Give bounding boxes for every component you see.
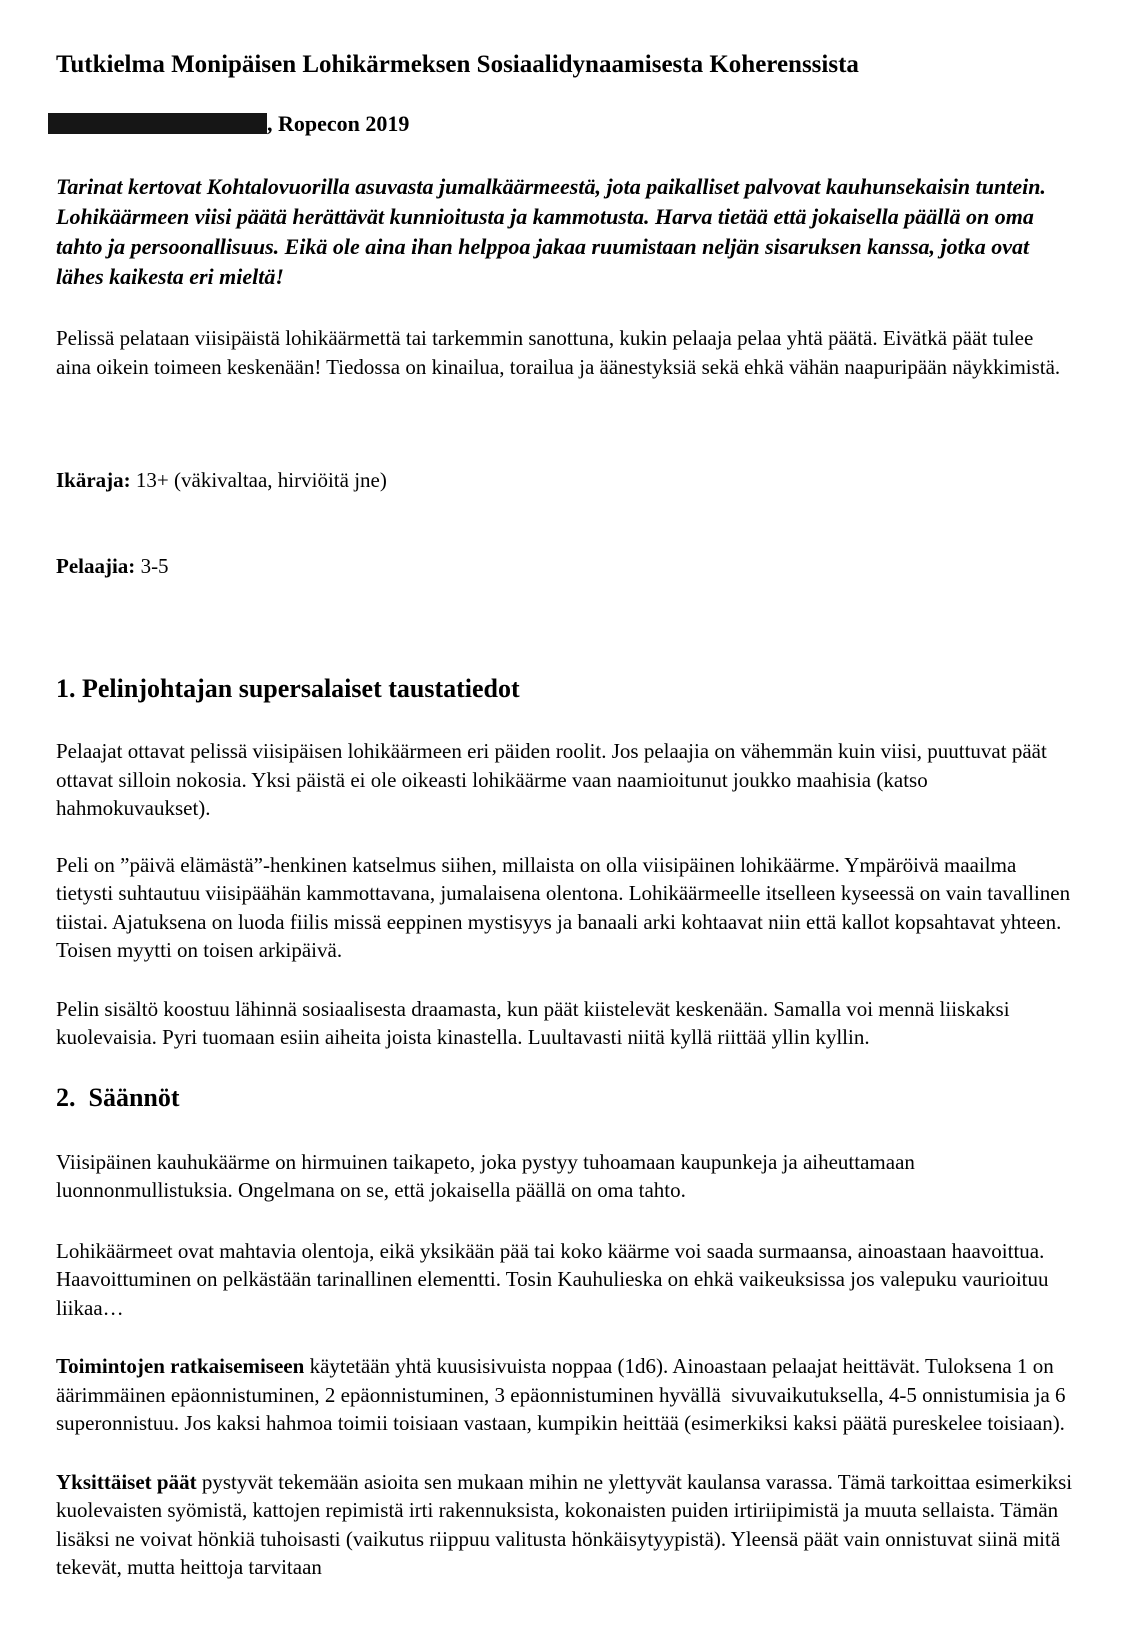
section-1-paragraph-2: Peli on ”päivä elämästä”-henkinen katselmus siihen, millaista on olla viisipäinen lohikäärme. Ympäröivä maailma tietysti suhtautuu viisipäähän kammottavana, jumalaisena olentona. Lohikäärmeelle itselleen kyseessä on vain tavallinen tiistai. Ajatuksena on luoda fiilis missä eeppinen mystisyys ja banaali arki kohtaavat niin että kallot kopsahtavat yhteen. Toisen myytti on toisen arkipäivä.	[56, 852, 1076, 962]
byline	[56, 110, 1073, 138]
age-rating-line	[56, 466, 1073, 495]
redacted-author-name	[48, 113, 267, 134]
lead-paragraph: Tarinat kertovat Kohtalovuorilla asuvasta jumalkäärmeestä, jota paikalliset palvovat kauhunsekaisin tuntein. Lohikäärmeen viisi päätä herättävät kunnioitusta ja kammotusta. Harva tietää että jokaisella päällä on oma tahto ja persoonallisuus. Eikä ole aina ihan helppoa jakaa ruumistaan neljän sisaruksen kanssa, jotka ovat lähes kaikesta eri mieltä!	[56, 174, 1052, 289]
single-heads-lead: Yksittäiset päät	[56, 1469, 197, 1494]
section-2-paragraph-3	[56, 1352, 1073, 1438]
byline-text: , Ropecon 2019	[267, 111, 410, 136]
dice-rules-text: käytetään yhtä kuusisivuista noppaa (1d6). Ainoastaan pelaajat heittävät. Tuloksena 1 on äärimmäinen epäonnistuminen, 2 epäonnistuminen, 3 epäonnistuminen hyvällä sivuvaikutuksella, 4-5 onnistumisia ja 6 superonnistuu. Jos kaksi hahmoa toimii toisiaan vastaan, kumpikin heittää (esimerkiksi kaksi päätä pureskelee toisiaan).	[56, 1354, 1071, 1435]
section-2-paragraph-4	[56, 1468, 1078, 1582]
single-heads-text: pystyvät tekemään asioita sen mukaan mihin ne ylettyvät kaulansa varassa. Tämä tarkoittaa esimerkiksi kuolevaisten syömistä, kattojen repimistä irti rakennuksista, kokonaisten puiden irtiriipimistä ja muuta sellaista. Tämän lisäksi ne voivat hönkiä tuhoisasti (vaikutus riippuu valitusta hönkäisytyypistä). Yleensä päät vain onnistuvat siinä mitä tekevät, mutta heittoja tarvitaan	[56, 1469, 1078, 1579]
section-2-paragraph-2: Lohikäärmeet ovat mahtavia olentoja, eikä yksikään pää tai koko käärme voi saada surmaansa, ainoastaan haavoittua. Haavoittuminen on pelkästään tarinallinen elementti. Tosin Kauhulieska on ehkä vaikeuksissa jos valepuku vaurioituu liikaa…	[56, 1238, 1054, 1320]
section-1-paragraph-1: Pelaajat ottavat pelissä viisipäisen lohikäärmeen eri päiden roolit. Jos pelaajia on vähemmän kuin viisi, puuttuvat päät ottavat silloin nokosia. Yksi päistä ei ole oikeasti lohikäärme vaan naamioitunut joukko maahisia (katso hahmokuvaukset).	[56, 739, 1053, 820]
age-rating-value: 13+ (väkivaltaa, hirviöitä jne)	[130, 468, 387, 492]
age-rating-label: Ikäraja:	[56, 468, 131, 492]
intro-paragraph: Pelissä pelataan viisipäistä lohikäärmettä tai tarkemmin sanottuna, kukin pelaaja pelaa yhtä päätä. Eivätkä päät tulee aina oikein toimeen keskenään! Tiedossa on kinailua, torailua ja äänestyksiä sekä ehkä vähän naapuripään näykkimistä.	[56, 326, 1061, 379]
section-2-paragraph-1: Viisipäinen kauhukäärme on hirmuinen taikapeto, joka pystyy tuhoamaan kaupunkeja ja aiheuttamaan luonnonmullistuksia. Ongelmana on se, että jokaisella päällä on oma tahto.	[56, 1149, 921, 1202]
section-2-heading: 2. Säännöt	[56, 1082, 180, 1112]
player-count-line	[56, 552, 1073, 581]
document-title: Tutkielma Monipäisen Lohikärmeksen Sosiaalidynaamisesta Koherenssista	[56, 51, 859, 78]
section-1-paragraph-3: Pelin sisältö koostuu lähinnä sosiaalisesta draamasta, kun päät kiistelevät keskenään. Samalla voi mennä liiskaksi kuolevaisia. Pyri tuomaan esiin aiheita joista kinastella. Luultavasti niitä kyllä riittää yllin kyllin.	[56, 996, 1015, 1049]
player-count-label: Pelaajia:	[56, 553, 136, 578]
section-1-heading: 1. Pelinjohtajan supersalaiset taustatiedot	[56, 674, 520, 703]
game-meta	[56, 409, 1073, 637]
player-count-value: 3-5	[135, 553, 169, 578]
dice-rules-lead: Toimintojen ratkaisemiseen	[56, 1354, 305, 1378]
